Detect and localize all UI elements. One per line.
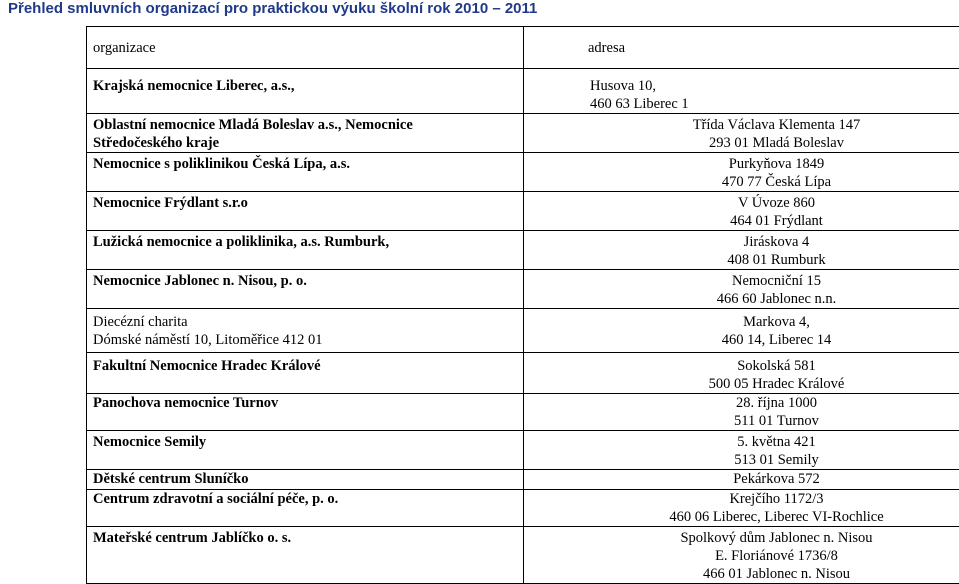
address-line: 466 60 Jablonec n.n. (524, 290, 959, 308)
address-line: Jiráskova 4 (524, 233, 959, 251)
org-cell (87, 114, 524, 153)
org-cell (87, 231, 524, 270)
org-cell (87, 490, 524, 527)
address-cell (524, 270, 959, 309)
address-cell (524, 231, 959, 270)
address-line: 408 01 Rumburk (524, 251, 959, 269)
org-line: Dětské centrum Sluníčko (93, 470, 523, 488)
table-row (87, 192, 959, 231)
header-organizace: organizace (87, 27, 524, 69)
org-line: Mateřské centrum Jablíčko o. s. (93, 529, 523, 547)
address-line: Sokolská 581 (524, 357, 959, 375)
address-cell (524, 309, 959, 353)
address-cell (524, 114, 959, 153)
org-line: Fakultní Nemocnice Hradec Králové (93, 357, 523, 375)
org-cell (87, 270, 524, 309)
table-row (87, 470, 959, 490)
address-line: Krejčího 1172/3 (524, 490, 959, 508)
address-line: 460 14, Liberec 14 (524, 331, 959, 349)
address-line: E. Floriánové 1736/8 (524, 547, 959, 565)
org-cell (87, 192, 524, 231)
org-line: Centrum zdravotní a sociální péče, p. o. (93, 490, 523, 508)
table-row (87, 431, 959, 470)
address-cell (524, 470, 959, 490)
address-line: Husova 10, (590, 77, 959, 95)
address-line: 466 01 Jablonec n. Nisou (524, 565, 959, 583)
address-line: 470 77 Česká Lípa (524, 173, 959, 191)
address-cell (524, 527, 959, 584)
table-row (87, 270, 959, 309)
org-cell (87, 527, 524, 584)
org-cell (87, 394, 524, 431)
address-line: Purkyňova 1849 (524, 155, 959, 173)
org-cell (87, 470, 524, 490)
table-row (87, 231, 959, 270)
org-cell (87, 309, 524, 353)
table-row (87, 309, 959, 353)
table-row (87, 114, 959, 153)
table-row (87, 527, 959, 584)
org-line: Dómské náměstí 10, Litoměřice 412 01 (93, 331, 523, 349)
org-line: Nemocnice Frýdlant s.r.o (93, 194, 523, 212)
table-row (87, 153, 959, 192)
address-line: Nemocniční 15 (524, 272, 959, 290)
table-row (87, 490, 959, 527)
table-header-row (87, 27, 959, 69)
address-line: 460 06 Liberec, Liberec VI-Rochlice (524, 508, 959, 526)
org-line: Středočeského kraje (93, 134, 523, 152)
org-cell (87, 353, 524, 394)
header-adresa: adresa (524, 27, 959, 69)
table-row (87, 69, 959, 114)
table-row (87, 353, 959, 394)
address-line: 293 01 Mladá Boleslav (524, 134, 959, 152)
address-line: V Úvoze 860 (524, 194, 959, 212)
address-cell (524, 69, 959, 114)
address-cell (524, 192, 959, 231)
org-line: Lužická nemocnice a poliklinika, a.s. Rumburk, (93, 233, 523, 251)
organizations-table (86, 26, 959, 584)
org-line: Nemocnice Semily (93, 433, 523, 451)
address-line: 511 01 Turnov (524, 412, 959, 430)
org-cell (87, 69, 524, 114)
page-title: Přehled smluvních organizací pro praktickou výuku školní rok 2010 – 2011 (8, 0, 537, 17)
address-line: 500 05 Hradec Králové (524, 375, 959, 393)
address-line: 460 63 Liberec 1 (590, 95, 959, 113)
address-line: Pekárkova 572 (524, 470, 959, 488)
org-line: Panochova nemocnice Turnov (93, 394, 523, 412)
address-cell (524, 431, 959, 470)
org-line: Krajská nemocnice Liberec, a.s., (93, 77, 523, 95)
org-line: Nemocnice Jablonec n. Nisou, p. o. (93, 272, 523, 290)
org-cell (87, 431, 524, 470)
address-line: 5. května 421 (524, 433, 959, 451)
address-line: 464 01 Frýdlant (524, 212, 959, 230)
address-line: Markova 4, (524, 313, 959, 331)
address-cell (524, 153, 959, 192)
address-line: 513 01 Semily (524, 451, 959, 469)
org-line: Diecézní charita (93, 313, 523, 331)
address-cell (524, 394, 959, 431)
address-cell (524, 353, 959, 394)
address-cell (524, 490, 959, 527)
address-line: Spolkový dům Jablonec n. Nisou (524, 529, 959, 547)
address-line: Třída Václava Klementa 147 (524, 116, 959, 134)
org-line: Oblastní nemocnice Mladá Boleslav a.s., Nemocnice (93, 116, 523, 134)
org-cell (87, 153, 524, 192)
address-line: 28. října 1000 (524, 394, 959, 412)
table-row (87, 394, 959, 431)
org-line: Nemocnice s poliklinikou Česká Lípa, a.s. (93, 155, 523, 173)
